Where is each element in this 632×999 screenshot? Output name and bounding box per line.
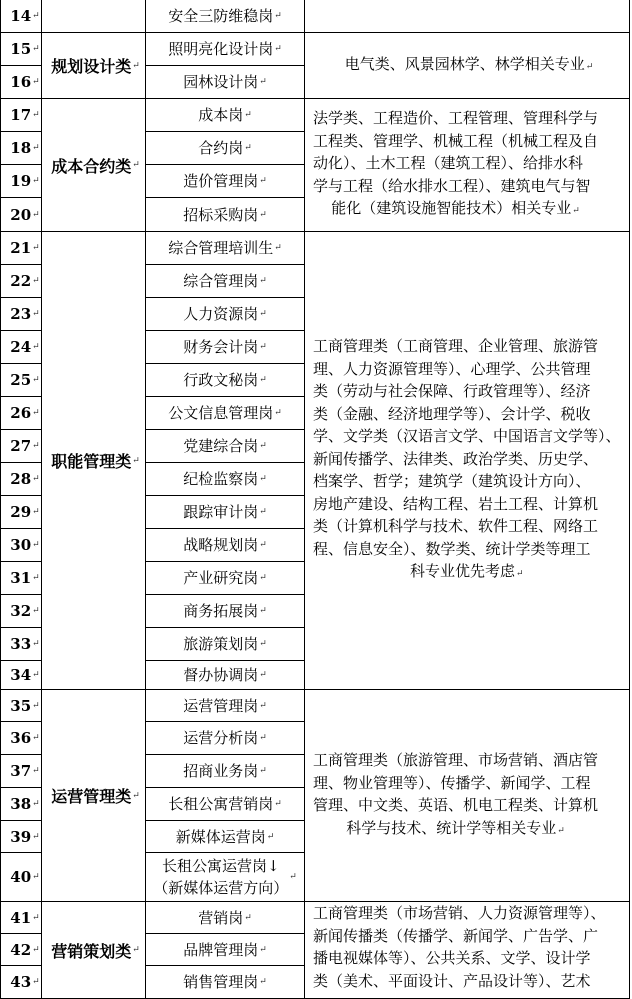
position-name: 行政文秘岗 [183, 371, 259, 389]
category-name: 运营管理类 [51, 787, 132, 806]
row-number-text: 18 [10, 139, 32, 157]
majors-cell [305, 33, 630, 99]
row-number [0, 853, 42, 902]
row-number [0, 661, 42, 690]
majors-line: 类（劳动与社会保障、行政管理等）、经济 [313, 382, 591, 401]
row-number [0, 821, 42, 853]
paragraph-mark: ↵ [32, 799, 40, 809]
position-cell [146, 265, 305, 298]
row-number-text: 43 [10, 973, 32, 991]
category-cell [42, 690, 146, 902]
position-name: 财务会计岗 [183, 338, 259, 356]
paragraph-mark: ↵ [259, 639, 267, 649]
position-name: 纪检监察岗 [183, 470, 259, 488]
position-cell [146, 66, 305, 99]
position-name: 长租公寓运营岗↓ （新媒体运营方向） [153, 857, 289, 897]
paragraph-mark: ↵ [244, 110, 252, 120]
paragraph-mark: ↵ [32, 375, 40, 385]
position-cell [146, 232, 305, 265]
position-name: 综合管理培训生 [168, 239, 274, 257]
row-number-text: 21 [10, 239, 32, 257]
position-name: 园林设计岗 [183, 73, 259, 91]
row-number [0, 364, 42, 397]
row-number [0, 397, 42, 430]
paragraph-mark: ↵ [259, 977, 267, 987]
paragraph-mark: ↵ [32, 540, 40, 550]
position-cell [146, 397, 305, 430]
row-number [0, 788, 42, 821]
row-number-text: 29 [10, 503, 32, 521]
paragraph-mark: ↵ [259, 540, 267, 550]
paragraph-mark: ↵ [32, 276, 40, 286]
majors-line: 档案学、哲学；建筑学（建筑设计方向）、 [313, 472, 591, 491]
category-name: 规划设计类 [51, 57, 132, 76]
position-cell [146, 33, 305, 66]
position-name: 人力资源岗 [183, 305, 259, 323]
paragraph-mark: ↵ [32, 243, 40, 253]
category-cell [42, 0, 146, 33]
paragraph-mark: ↵ [515, 569, 524, 580]
row-number [0, 132, 42, 165]
position-cell [146, 934, 305, 966]
position-cell [146, 722, 305, 755]
row-number [0, 232, 42, 265]
position-name: 综合管理岗 [183, 272, 259, 290]
row-number-text: 26 [10, 404, 32, 422]
position-name: 督办协调岗 [183, 666, 259, 684]
majors-line: 工商管理类（旅游管理、市场营销、酒店管 [313, 751, 599, 769]
position-cell [146, 529, 305, 562]
position-name: 安全三防维稳岗 [168, 6, 274, 25]
row-number [0, 265, 42, 298]
position-cell [146, 853, 305, 902]
paragraph-mark: ↵ [259, 209, 267, 220]
position-cell [146, 198, 305, 232]
paragraph-mark: ↵ [259, 441, 267, 451]
position-name: 品牌管理岗 [183, 940, 259, 959]
paragraph-mark: ↵ [132, 160, 140, 170]
category-cell [42, 33, 146, 99]
majors-line: 科专业优先考虑↵ [409, 562, 524, 581]
position-cell [146, 661, 305, 690]
position-cell [146, 430, 305, 463]
paragraph-mark: ↵ [32, 912, 40, 923]
row-number-text: 38 [10, 795, 32, 813]
majors-cell [305, 232, 630, 690]
position-name: 商务拓展岗 [183, 602, 259, 620]
row-number [0, 66, 42, 99]
row-number-text: 37 [10, 762, 32, 780]
position-name: 旅游策划岗 [183, 635, 259, 653]
paragraph-mark: ↵ [259, 309, 267, 319]
position-cell [146, 821, 305, 853]
paragraph-mark: ↵ [259, 77, 267, 87]
majors-line: 学、文学类（汉语言文学、中国语言文学等）、 [313, 427, 621, 446]
row-number-text: 34 [10, 666, 32, 684]
position-cell [146, 132, 305, 165]
majors-line: 类（计算机科学与技术、软件工程、网络工 [313, 517, 599, 536]
row-number [0, 165, 42, 198]
paragraph-mark: ↵ [32, 44, 40, 54]
paragraph-mark: ↵ [132, 945, 140, 955]
row-number-text: 15 [10, 40, 32, 58]
row-number [0, 966, 42, 999]
majors-line: 理、物业管理等）、传播学、新闻学、工程 [313, 773, 591, 792]
row-number [0, 0, 42, 33]
paragraph-mark: ↵ [259, 375, 267, 385]
row-number-text: 17 [10, 106, 32, 124]
row-number-text: 23 [10, 305, 32, 323]
paragraph-mark: ↵ [274, 44, 282, 54]
paragraph-mark: ↵ [32, 110, 40, 120]
position-cell [146, 562, 305, 595]
position-name: 党建综合岗 [183, 437, 259, 455]
majors-line: 工商管理类（市场营销、人力资源管理等）、 [313, 904, 606, 922]
paragraph-mark: ↵ [259, 670, 267, 680]
row-number-text: 14 [10, 6, 32, 25]
position-cell [146, 902, 305, 934]
position-cell [146, 463, 305, 496]
majors-line: 类（美术、平面设计、产品设计等）、艺术 [313, 971, 591, 990]
paragraph-mark: ↵ [32, 507, 40, 517]
row-number-text: 41 [10, 908, 32, 927]
majors-line: 电气类、风景园林学、林学相关专业↵ [344, 54, 594, 73]
majors-cell [305, 99, 630, 232]
position-name: 招商业务岗 [183, 762, 259, 780]
category-name: 成本合约类 [51, 156, 132, 176]
paragraph-mark: ↵ [32, 977, 40, 987]
position-name: 公文信息管理岗 [168, 404, 274, 422]
position-name: 成本岗 [198, 106, 244, 124]
position-cell [146, 966, 305, 999]
paragraph-mark: ↵ [32, 766, 40, 776]
paragraph-mark: ↵ [274, 799, 282, 809]
majors-line: 学与工程（给水排水工程）、建筑电气与智 [313, 176, 591, 195]
position-cell [146, 690, 305, 722]
position-name: 营销岗 [198, 908, 244, 927]
position-name: 合约岗 [198, 139, 244, 157]
position-cell [146, 331, 305, 364]
paragraph-mark: ↵ [32, 573, 40, 583]
row-number-text: 25 [10, 371, 32, 389]
position-name: 运营分析岗 [183, 729, 259, 747]
row-number [0, 722, 42, 755]
position-cell [146, 595, 305, 628]
paragraph-mark: ↵ [32, 143, 40, 153]
row-number [0, 595, 42, 628]
majors-line: 工程类、管理学、机械工程（机械工程及自 [313, 131, 599, 150]
majors-line: 理、人力资源管理等）、心理学、公共管理 [313, 359, 591, 378]
row-number-text: 16 [10, 73, 32, 91]
row-number-text: 35 [10, 696, 32, 715]
row-number [0, 99, 42, 132]
paragraph-mark: ↵ [572, 206, 580, 217]
row-number-text: 31 [10, 569, 32, 587]
row-number-text: 20 [10, 205, 32, 224]
paragraph-mark: ↵ [274, 243, 282, 253]
row-number [0, 690, 42, 722]
category-name: 职能管理类 [51, 452, 132, 471]
majors-line: 播电视媒体等）、公共关系、文学、设计学 [313, 949, 591, 967]
paragraph-mark: ↵ [259, 342, 267, 352]
paragraph-mark: ↵ [132, 60, 140, 71]
paragraph-mark: ↵ [132, 455, 140, 466]
paragraph-mark: ↵ [32, 831, 40, 842]
paragraph-mark: ↵ [32, 944, 40, 955]
position-cell [146, 364, 305, 397]
row-number-text: 28 [10, 470, 32, 488]
paragraph-mark: ↵ [32, 309, 40, 319]
paragraph-mark: ↵ [274, 10, 282, 21]
row-number-text: 39 [10, 827, 32, 846]
paragraph-mark: ↵ [32, 872, 40, 882]
position-name: 运营管理岗 [183, 696, 259, 715]
paragraph-mark: ↵ [259, 700, 267, 711]
majors-line: 管理、中文类、英语、机电工程类、计算机 [313, 796, 599, 814]
paragraph-mark: ↵ [259, 474, 267, 484]
position-name: 销售管理岗 [183, 973, 259, 991]
paragraph-mark: ↵ [32, 342, 40, 352]
paragraph-mark: ↵ [132, 790, 140, 801]
row-number [0, 902, 42, 934]
position-name: 长租公寓营销岗 [168, 795, 274, 813]
paragraph-mark: ↵ [259, 944, 267, 955]
position-name: 照明亮化设计岗 [168, 40, 274, 58]
position-name: 造价管理岗 [183, 172, 259, 190]
majors-line: 法学类、工程造价、工程管理、管理科学与 [313, 109, 599, 128]
row-number [0, 463, 42, 496]
paragraph-mark: ↵ [32, 639, 40, 649]
row-number [0, 331, 42, 364]
majors-line: 科学与技术、统计学等相关专业↵ [346, 818, 565, 837]
row-number [0, 33, 42, 66]
row-number [0, 198, 42, 232]
majors-line: 工商管理类（工商管理、企业管理、旅游管 [313, 337, 599, 356]
paragraph-mark: ↵ [32, 441, 40, 451]
position-cell [146, 628, 305, 661]
row-number [0, 628, 42, 661]
paragraph-mark: ↵ [32, 733, 40, 743]
paragraph-mark: ↵ [585, 61, 594, 72]
paragraph-mark: ↵ [32, 10, 40, 21]
position-name: 跟踪审计岗 [183, 503, 259, 521]
paragraph-mark: ↵ [259, 176, 267, 186]
row-number-text: 36 [10, 729, 32, 747]
majors-cell [305, 0, 630, 33]
paragraph-mark: ↵ [274, 408, 282, 418]
category-cell [42, 99, 146, 232]
paragraph-mark: ↵ [32, 209, 40, 220]
category-cell [42, 902, 146, 999]
paragraph-mark: ↵ [32, 474, 40, 484]
paragraph-mark: ↵ [244, 912, 252, 923]
majors-line: 房地产建设、结构工程、岩土工程、计算机 [313, 494, 599, 513]
paragraph-mark: ↵ [259, 606, 267, 616]
row-number-text: 33 [10, 635, 32, 653]
majors-text [313, 902, 606, 992]
position-cell [146, 755, 305, 788]
row-number [0, 562, 42, 595]
position-cell [146, 0, 305, 33]
position-cell [146, 99, 305, 132]
paragraph-mark: ↵ [32, 408, 40, 418]
paragraph-mark: ↵ [32, 670, 40, 680]
paragraph-mark: ↵ [259, 733, 267, 743]
row-number [0, 529, 42, 562]
row-number [0, 934, 42, 966]
paragraph-mark: ↵ [32, 700, 40, 711]
majors-text [313, 107, 598, 223]
majors-text [313, 335, 621, 586]
paragraph-mark: ↵ [557, 825, 565, 836]
position-cell [146, 298, 305, 331]
paragraph-mark: ↵ [259, 507, 267, 517]
paragraph-mark: ↵ [32, 77, 40, 87]
row-number-text: 24 [10, 338, 32, 356]
majors-line: 新闻传播学、法律类、政治学类、历史学、 [313, 449, 599, 468]
majors-line: 程、信息安全）、数学类、统计学类等理工 [313, 539, 591, 558]
position-name: 战略规划岗 [183, 536, 259, 554]
position-name: 产业研究岗 [183, 569, 259, 587]
majors-cell [305, 690, 630, 902]
majors-line: 能化（建筑设施智能技术）相关专业↵ [331, 199, 580, 218]
category-cell [42, 232, 146, 690]
majors-line: 动化）、土木工程（建筑工程）、给排水科 [313, 154, 584, 173]
category-name: 营销策划类 [51, 941, 132, 961]
row-number-text: 40 [10, 868, 32, 886]
row-number-text: 19 [10, 172, 32, 190]
position-cell [146, 496, 305, 529]
row-number-text: 42 [10, 940, 32, 959]
row-number-text: 27 [10, 437, 32, 455]
paragraph-mark: ↵ [244, 143, 252, 153]
row-number [0, 755, 42, 788]
position-cell [146, 165, 305, 198]
row-number [0, 496, 42, 529]
row-number-text: 32 [10, 602, 32, 620]
position-name: 招标采购岗 [183, 205, 259, 224]
row-number-text: 30 [10, 536, 32, 554]
majors-text [345, 53, 594, 79]
paragraph-mark: ↵ [259, 276, 267, 286]
paragraph-mark: ↵ [32, 176, 40, 186]
position-name: 新媒体运营岗 [175, 827, 266, 846]
majors-line: 新闻传播类（传播学、新闻学、广告学、广 [313, 926, 599, 945]
paragraph-mark: ↵ [266, 831, 275, 842]
paragraph-mark: ↵ [259, 766, 267, 776]
row-number [0, 430, 42, 463]
paragraph-mark: ↵ [289, 872, 297, 882]
position-cell [146, 788, 305, 821]
majors-text [313, 749, 598, 842]
majors-cell [305, 902, 630, 999]
majors-line: 类（金融、经济地理学等）、会计学、税收 [313, 404, 591, 423]
row-number [0, 298, 42, 331]
row-number-text: 22 [10, 272, 32, 290]
paragraph-mark: ↵ [259, 573, 267, 583]
paragraph-mark: ↵ [32, 606, 40, 616]
